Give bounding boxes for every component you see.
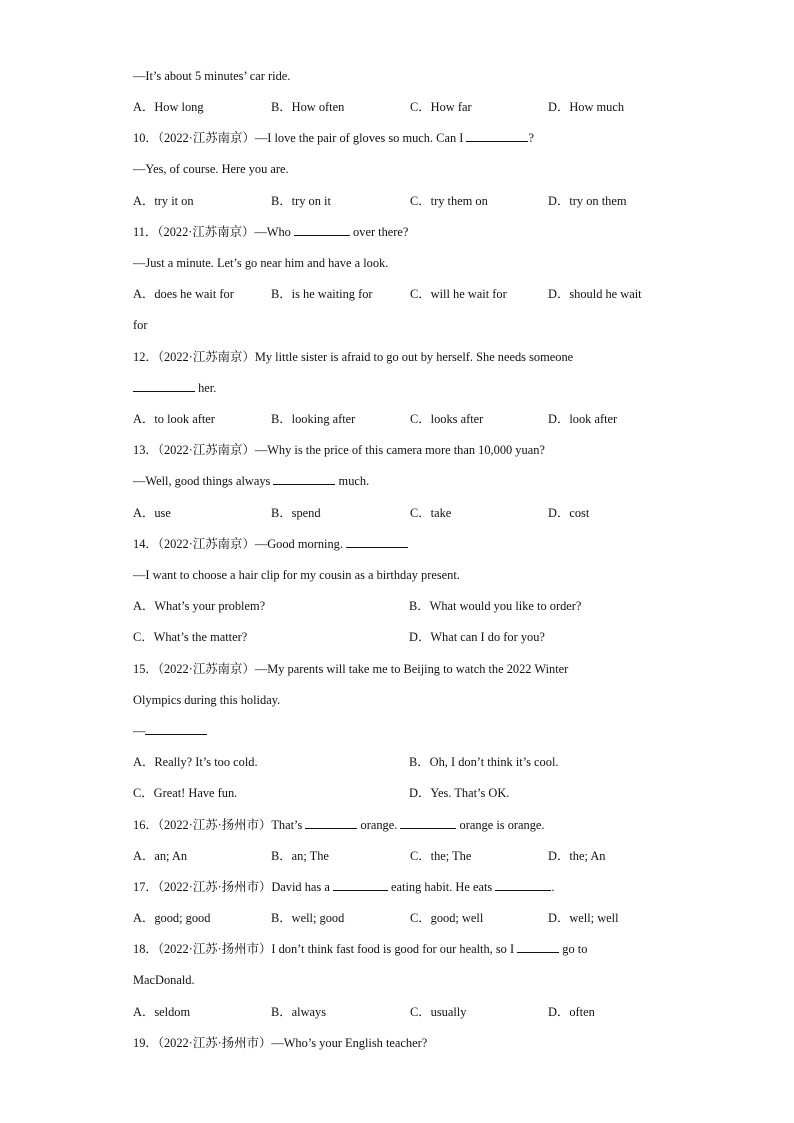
q10-option-c: C．try them on — [410, 194, 488, 208]
q13-option-b: B．spend — [271, 506, 321, 520]
q9-option-c: C．How far — [410, 100, 472, 114]
q14-question — [133, 534, 673, 554]
q10-question — [133, 128, 673, 148]
q16-question — [133, 815, 673, 835]
q15-options-row2 — [133, 783, 693, 803]
q12-text-end: her. — [195, 381, 217, 395]
q17-options — [133, 908, 693, 928]
q16-option-d: D．the; An — [548, 849, 606, 863]
q12-text: 12．（2022·江苏南京）My little sister is afraid to go out by herself. She needs someone — [133, 350, 574, 364]
q10-options — [133, 191, 693, 211]
q12-option-a: A．to look after — [133, 412, 215, 426]
q12-option-b: B．looking after — [271, 412, 356, 426]
q17-question — [133, 877, 673, 897]
q15-option-b: B．Oh, I don’t think it’s cool. — [409, 755, 559, 769]
q14-option-a: A．What’s your problem? — [133, 599, 266, 613]
q14-blank — [346, 535, 408, 548]
q17-option-d: D．well; well — [548, 911, 619, 925]
q14-answer-line — [133, 565, 673, 585]
q15-text-cont: Olympics during this holiday. — [133, 693, 281, 707]
q10-option-d: D．try on them — [548, 194, 627, 208]
q11-option-a: A．does he wait for — [133, 287, 234, 301]
q18-blank — [517, 940, 559, 953]
q16-blank-2 — [400, 816, 456, 829]
q10-answer-text: —Yes, of course. Here you are. — [133, 162, 289, 176]
q18-question-cont — [133, 970, 673, 990]
q18-option-c: C．usually — [410, 1005, 467, 1019]
q14-options-row1 — [133, 596, 693, 616]
q11-text-end: over there? — [349, 225, 409, 239]
q15-text: 15．（2022·江苏南京）—My parents will take me to Beijing to watch the 2022 Winter — [133, 662, 569, 676]
q16-text-end: orange is orange. — [456, 818, 545, 832]
q13-answer-line — [133, 471, 673, 491]
q17-text-end: . — [551, 880, 555, 894]
q18-text: 18．（2022·江苏·扬州市）I don’t think fast food is good for our health, so I — [133, 942, 518, 956]
q13-text: 13．（2022·江苏南京）—Why is the price of this camera more than 10,000 yuan? — [133, 443, 545, 457]
q13-question — [133, 440, 673, 460]
q9-options — [133, 97, 693, 117]
q18-text-end: go to — [559, 942, 588, 956]
q15-question — [133, 659, 673, 679]
q11-answer-text: —Just a minute. Let’s go near him and have a look. — [133, 256, 389, 270]
q14-option-b: B．What would you like to order? — [409, 599, 582, 613]
q12-question-cont — [133, 378, 673, 398]
q13-option-a: A．use — [133, 506, 171, 520]
q13-blank — [273, 472, 335, 485]
q15-option-d: D．Yes. That’s OK. — [409, 786, 510, 800]
q9-option-b: B．How often — [271, 100, 345, 114]
q17-option-c: C．good; well — [410, 911, 484, 925]
q15-option-c: C．Great! Have fun. — [133, 786, 238, 800]
q18-option-b: B．always — [271, 1005, 327, 1019]
q18-question — [133, 939, 673, 959]
q11-options — [133, 284, 693, 304]
q11-option-d-continued — [133, 315, 673, 335]
q16-options — [133, 846, 693, 866]
q14-option-c: C．What’s the matter? — [133, 630, 248, 644]
q11-option-b: B．is he waiting for — [271, 287, 373, 301]
q13-option-c: C．take — [410, 506, 452, 520]
q11-option-c: C．will he wait for — [410, 287, 507, 301]
q11-option-d: D．should he wait — [548, 287, 642, 301]
q17-option-a: A．good; good — [133, 911, 211, 925]
q9-option-d: D．How much — [548, 100, 625, 114]
q9-option-a: A．How long — [133, 100, 204, 114]
q13-answer-end: much. — [335, 474, 370, 488]
q10-text-end: ? — [528, 131, 534, 145]
q14-option-d: D．What can I do for you? — [409, 630, 545, 644]
q15-option-a: A．Really? It’s too cold. — [133, 755, 258, 769]
q12-option-d: D．look after — [548, 412, 618, 426]
q11-option-d-cont-text: for — [133, 318, 148, 332]
q16-option-b: B．an; The — [271, 849, 329, 863]
q12-option-c: C．looks after — [410, 412, 484, 426]
q12-options — [133, 409, 693, 429]
q11-blank — [294, 223, 350, 236]
q10-text: 10．（2022·江苏南京）—I love the pair of gloves so much. Can I — [133, 131, 467, 145]
q18-text-cont: MacDonald. — [133, 973, 195, 987]
q18-options — [133, 1002, 693, 1022]
q19-text: 19．（2022·江苏·扬州市）—Who’s your English teacher? — [133, 1036, 428, 1050]
q16-blank-1 — [305, 816, 357, 829]
q16-text: 16．（2022·江苏·扬州市）That’s — [133, 818, 306, 832]
q14-options-row2 — [133, 627, 693, 647]
q17-blank-2 — [495, 878, 551, 891]
q10-answer-line — [133, 159, 673, 179]
q12-blank — [133, 379, 195, 392]
q15-options-row1 — [133, 752, 693, 772]
q14-text: 14．（2022·江苏南京）—Good morning. — [133, 537, 347, 551]
q18-option-a: A．seldom — [133, 1005, 191, 1019]
q15-blank — [145, 722, 207, 735]
q16-option-c: C．the; The — [410, 849, 472, 863]
q15-answer-line — [133, 721, 673, 741]
q9-answer-line — [133, 66, 673, 86]
q13-option-d: D．cost — [548, 506, 590, 520]
q10-option-a: A．try it on — [133, 194, 194, 208]
q16-option-a: A．an; An — [133, 849, 188, 863]
q11-answer-line — [133, 253, 673, 273]
q11-text: 11．（2022·江苏南京）—Who — [133, 225, 294, 239]
q19-question — [133, 1033, 673, 1053]
q9-answer-text: —It’s about 5 minutes’ car ride. — [133, 69, 291, 83]
q17-text: 17．（2022·江苏·扬州市）David has a — [133, 880, 333, 894]
q12-question — [133, 347, 673, 367]
q18-option-d: D．often — [548, 1005, 595, 1019]
q10-option-b: B．try on it — [271, 194, 331, 208]
q16-text-mid: orange. — [357, 818, 401, 832]
q15-question-cont — [133, 690, 673, 710]
q10-blank — [466, 129, 528, 142]
q17-blank-1 — [333, 878, 388, 891]
q17-text-mid: eating habit. He eats — [387, 880, 496, 894]
q17-option-b: B．well; good — [271, 911, 345, 925]
q11-question — [133, 222, 673, 242]
q13-answer-text: —Well, good things always — [133, 474, 274, 488]
q13-options — [133, 503, 693, 523]
q15-dash: — — [133, 724, 146, 738]
q14-answer-text: —I want to choose a hair clip for my cousin as a birthday present. — [133, 568, 460, 582]
